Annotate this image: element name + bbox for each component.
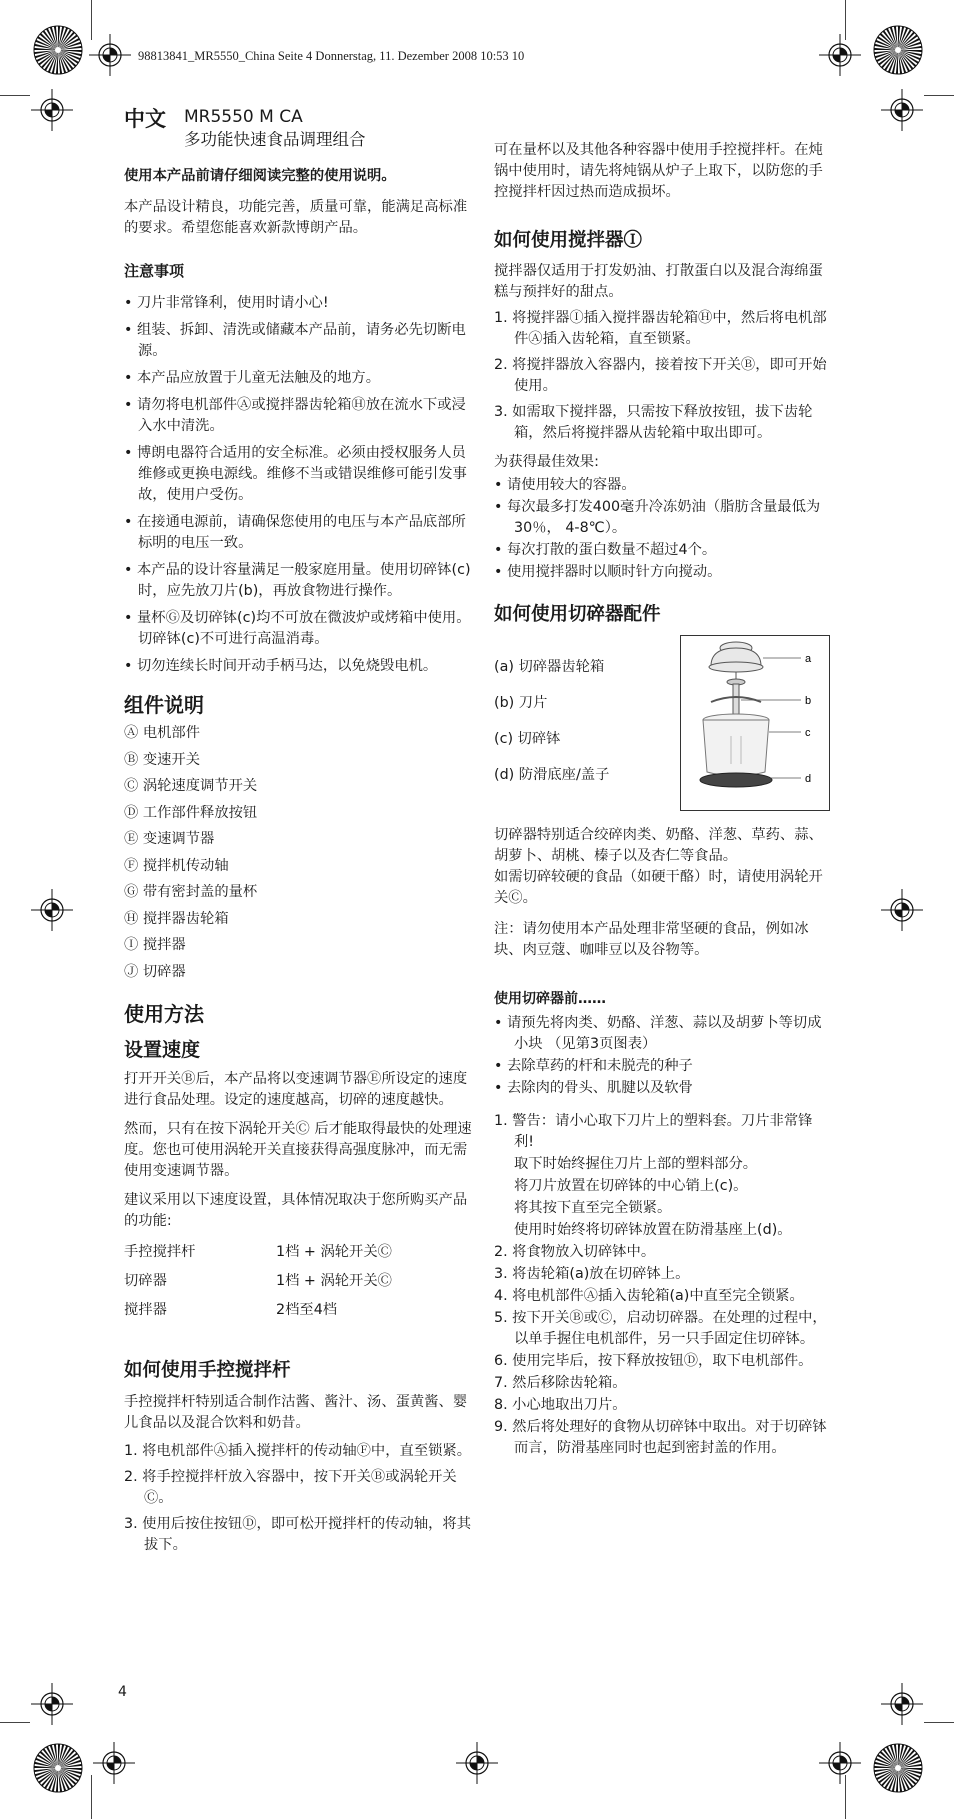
whisk-heading: 如何使用搅拌器Ⓘ [494, 230, 643, 251]
best-result-item: • 使用搅拌器时以顺时针方向搅动。 [494, 564, 722, 580]
chopper-part-item: (a) 切碎器齿轮箱 [494, 659, 605, 675]
chopper-figure [680, 635, 830, 811]
caution-heading: 注意事项 [124, 262, 185, 280]
chopper-step: 9. 然后将处理好的食物从切碎钵中取出。对于切碎钵而言，防滑基座同时也起到密封盖的作用。 [494, 1419, 827, 1456]
figure-label-c: c [805, 727, 811, 739]
caution-item: • 请勿将电机部件Ⓐ或搅拌器齿轮箱Ⓗ放在流水下或浸入水中清洗。 [124, 397, 466, 434]
speed-paragraph-1: 打开开关Ⓑ后，本产品将以变速调节器Ⓔ所设定的速度进行食品处理。设定的速度越高，切碎的速度越快。 [124, 1070, 468, 1108]
part-item: Ⓒ 涡轮速度调节开关 [124, 778, 258, 794]
language-label: 中文 [124, 107, 166, 131]
caution-item: • 量杯Ⓖ及切碎钵(c)均不可放在微波炉或烤箱中使用。切碎钵(c)不可进行高温消毒。 [124, 610, 471, 647]
crop-line [924, 95, 954, 96]
right-column [494, 140, 830, 1460]
chopper-step: 将刀片放置在切碎钵的中心销上(c)。 [514, 1178, 748, 1194]
chopper-step: 6. 使用完毕后，按下释放按钮Ⓓ，取下电机部件。 [494, 1353, 813, 1369]
before-chopping-list [494, 1013, 830, 1099]
chopper-step: 4. 将电机部件Ⓐ插入齿轮箱(a)中直至完全锁紧。 [494, 1288, 804, 1304]
chopper-step: 取下时始终握住刀片上部的塑料部分。 [514, 1156, 758, 1172]
whisk-steps [494, 308, 830, 444]
usage-heading: 使用方法 [124, 1001, 204, 1026]
figure-label-b: b [805, 695, 812, 707]
registration-mark-icon [88, 33, 132, 77]
caution-item: • 切勿连续长时间开动手柄马达，以免烧毁电机。 [124, 658, 438, 674]
starburst-target-icon [33, 1743, 83, 1793]
intro-paragraph: 本产品设计精良，功能完善，质量可靠，能满足高标准的要求。希望您能喜欢新款博朗产品。 [124, 199, 468, 236]
registration-mark-icon [30, 1682, 74, 1726]
hand-blender-step: 2. 将手控搅拌杆放入容器中，按下开关Ⓑ或涡轮开关Ⓒ。 [124, 1468, 457, 1506]
before-chopping-item: • 去除草药的杆和未脱壳的种子 [494, 1058, 693, 1074]
page-number: 4 [118, 1684, 127, 1700]
speed-device: 手控搅拌杆 [124, 1243, 196, 1260]
caution-list [124, 293, 474, 677]
speed-setting: 1档 + 涡轮开关Ⓒ [276, 1272, 392, 1289]
speed-setting: 2档至4档 [276, 1301, 338, 1318]
best-results-heading: 为获得最佳效果: [494, 454, 599, 470]
crop-line [0, 1722, 30, 1723]
registration-mark-icon [880, 888, 924, 932]
starburst-target-icon [873, 25, 923, 75]
chopper-step: 使用时始终将切碎钵放置在防滑基座上(d)。 [514, 1222, 792, 1238]
chopper-step: 7. 然后移除齿轮箱。 [494, 1375, 627, 1391]
whisk-intro: 搅拌器仅适用于打发奶油、打散蛋白以及混合海绵蛋糕与预拌好的甜点。 [494, 263, 823, 300]
part-item: Ⓕ 搅拌机传动轴 [124, 857, 229, 874]
chopper-step: 2. 将食物放入切碎钵中。 [494, 1244, 656, 1260]
starburst-target-icon [873, 1743, 923, 1793]
parts-heading: 组件说明 [124, 693, 204, 717]
speed-device: 搅拌器 [124, 1301, 167, 1318]
chopper-parts-list [494, 657, 609, 811]
starburst-target-icon [33, 25, 83, 75]
chopper-part-item: (d) 防滑底座/盖子 [494, 767, 610, 783]
caution-item: • 在接通电源前，请确保您使用的电压与本产品底部所标明的电压一致。 [124, 514, 466, 551]
part-item: Ⓖ 带有密封盖的量杯 [124, 884, 258, 900]
model-name: MR5550 M CA [184, 107, 303, 127]
chopper-step: 3. 将齿轮箱(a)放在切碎钵上。 [494, 1266, 690, 1282]
best-result-item: • 请使用较大的容器。 [494, 477, 636, 493]
best-result-item: • 每次打散的蛋白数量不超过4个。 [494, 542, 717, 558]
hand-blender-continued: 可在量杯以及其他各种容器中使用手控搅拌杆。在炖锅中使用时，请先将炖锅从炉子上取下，以防您的手控搅拌杆因过热而造成损坏。 [494, 142, 823, 200]
whisk-step: 2. 将搅拌器放入容器内，接着按下开关Ⓑ，即可开始使用。 [494, 357, 827, 394]
chopper-paragraph-2: 如需切碎较硬的食品（如硬干酪）时，请使用涡轮开关Ⓒ。 [494, 869, 823, 906]
before-chopping-item: • 请预先将肉类、奶酪、洋葱、蒜以及胡萝卜等切成小块 （见第3页图表） [494, 1015, 822, 1052]
part-item: Ⓓ 工作部件释放按钮 [124, 804, 258, 821]
registration-mark-icon [30, 888, 74, 932]
hand-blender-step: 1. 将电机部件Ⓐ插入搅拌杆的传动轴Ⓕ中，直至锁紧。 [124, 1442, 472, 1459]
speed-paragraph-3: 建议采用以下速度设置，具体情况取决于您所购买产品的功能: [124, 1191, 468, 1229]
speed-device: 切碎器 [124, 1272, 167, 1289]
part-item: Ⓑ 变速开关 [124, 751, 201, 768]
part-item: Ⓐ 电机部件 [124, 725, 201, 741]
registration-mark-icon [818, 33, 862, 77]
hand-blender-steps [124, 1441, 474, 1556]
part-item: Ⓔ 变速调节器 [124, 831, 215, 847]
registration-mark-icon [880, 1682, 924, 1726]
crop-line [0, 95, 30, 96]
crop-line [924, 1722, 954, 1723]
chopper-part-item: (b) 刀片 [494, 695, 548, 711]
chopper-part-item: (c) 切碎钵 [494, 731, 561, 747]
registration-mark-icon [880, 88, 924, 132]
figure-label-a: a [805, 653, 812, 665]
read-first-note: 使用本产品前请仔细阅读完整的使用说明。 [124, 168, 396, 184]
caution-item: • 组装、拆卸、清洗或储藏本产品前，请务必先切断电源。 [124, 322, 466, 359]
speed-heading: 设置速度 [124, 1038, 201, 1061]
before-chopping-item: • 去除肉的骨头、肌腱以及软骨 [494, 1080, 693, 1096]
speed-setting: 1档 + 涡轮开关Ⓒ [276, 1243, 392, 1260]
part-item: Ⓘ 搅拌器 [124, 937, 186, 953]
best-result-item: • 每次最多打发400毫升冷冻奶油（脂肪含量最低为30％， 4-8℃）。 [494, 499, 821, 536]
chopper-step: 5. 按下开关Ⓑ或Ⓒ，启动切碎器。在处理的过程中，以单手握住电机部件，另一只手固定住切碎钵。 [494, 1310, 827, 1347]
chopper-paragraph-1: 切碎器特别适合绞碎肉类、奶酪、洋葱、草药、蒜、胡萝卜、胡桃、榛子以及杏仁等食品。 [494, 827, 823, 864]
figure-label-d: d [805, 773, 812, 785]
chopper-note: 注：请勿使用本产品处理非常坚硬的食品，例如冰块、肉豆蔻、咖啡豆以及谷物等。 [494, 921, 809, 958]
registration-mark-icon [455, 1741, 499, 1785]
registration-mark-icon [92, 1741, 136, 1785]
whisk-step: 3. 如需取下搅拌器，只需按下释放按钮，拔下齿轮箱，然后将搅拌器从齿轮箱中取出即可。 [494, 404, 813, 441]
chopper-parts-row [494, 635, 830, 811]
caution-item: • 博朗电器符合适用的安全标准。必须由授权服务人员维修或更换电源线。维修不当或错误维修可能引发事故，使用户受伤。 [124, 445, 467, 503]
caution-item: • 本产品应放置于儿童无法触及的地方。 [124, 370, 381, 386]
chopper-step: 将其按下直至完全锁紧。 [514, 1200, 672, 1216]
hand-blender-intro: 手控搅拌杆特别适合制作沽酱、酱汁、汤、蛋黄酱、婴儿食品以及混合饮料和奶昔。 [124, 1393, 468, 1431]
hand-blender-heading: 如何使用手控搅拌杆 [124, 1359, 291, 1381]
chopper-heading: 如何使用切碎器配件 [494, 604, 661, 625]
part-item: Ⓗ 搅拌器齿轮箱 [124, 910, 229, 927]
caution-item: • 本产品的设计容量满足一般家庭用量。使用切碎钵(c)时，应先放刀片(b)，再放食物进行操作。 [124, 562, 471, 599]
caution-item: • 刀片非常锋利，使用时请小心! [124, 295, 329, 311]
part-item: Ⓙ 切碎器 [124, 963, 186, 980]
registration-mark-icon [30, 88, 74, 132]
hand-blender-step: 3. 使用后按住按钮Ⓓ，即可松开搅拌杆的传动轴，将其拔下。 [124, 1515, 472, 1553]
registration-mark-icon [818, 1741, 862, 1785]
speed-table [124, 1242, 474, 1321]
parts-list [124, 723, 474, 983]
chopper-steps [494, 1111, 830, 1459]
chopper-illustration [681, 636, 829, 810]
product-subtitle: 多功能快速食品调理组合 [184, 130, 366, 149]
best-results-list [494, 475, 830, 583]
left-column [124, 106, 474, 1561]
chopper-step: 8. 小心地取出刀片。 [494, 1397, 627, 1413]
before-chopping-heading: 使用切碎器前…… [494, 991, 606, 1007]
print-header: 98813841_MR5550_China Seite 4 Donnerstag, 11. Dezember 2008 10:53 10 [138, 49, 525, 63]
speed-paragraph-2: 然而，只有在按下涡轮开关Ⓒ 后才能取得最快的处理速度。您也可使用涡轮开关直接获得高强度脉冲，而无需使用变速调节器。 [124, 1120, 472, 1179]
chopper-step: 1. 警告：请小心取下刀片上的塑料套。刀片非常锋利! [494, 1113, 813, 1150]
whisk-step: 1. 将搅拌器Ⓘ插入搅拌器齿轮箱Ⓗ中，然后将电机部件Ⓐ插入齿轮箱，直至锁紧。 [494, 310, 827, 347]
title-block [124, 106, 474, 151]
